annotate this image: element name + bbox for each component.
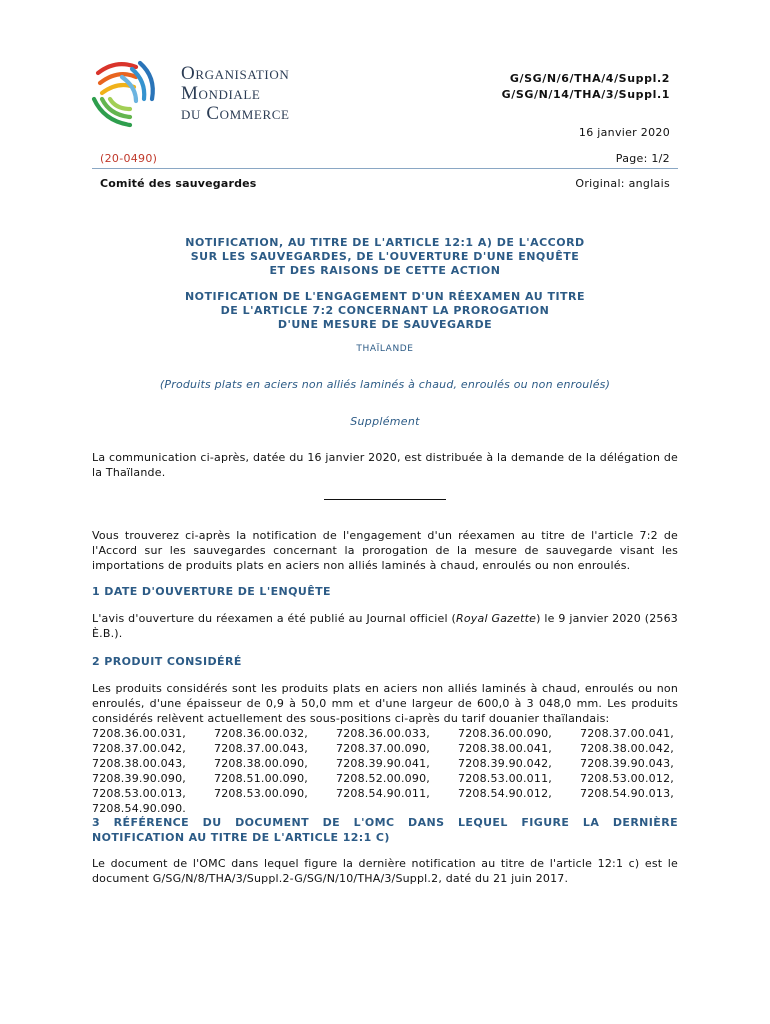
tariff-code: 7208.54.90.090. xyxy=(92,802,186,815)
tariff-code: 7208.53.00.013, xyxy=(92,787,186,800)
page-number: Page: 1/2 xyxy=(615,152,670,165)
tariff-code: 7208.38.00.090, xyxy=(214,757,308,770)
tariff-code: 7208.53.00.012, xyxy=(580,772,674,785)
original-language: Original: anglais xyxy=(575,177,670,190)
tariff-code: 7208.37.00.043, xyxy=(214,742,308,755)
title-line: ET DES RAISONS DE CETTE ACTION xyxy=(269,264,501,277)
section-2-paragraph xyxy=(92,681,678,816)
tariff-code: 7208.54.90.013, xyxy=(580,787,674,800)
tariff-code xyxy=(580,801,678,816)
tariff-code xyxy=(336,801,458,816)
tariff-code: 7208.36.00.090, xyxy=(458,727,552,740)
document-reference: (20-0490) xyxy=(100,152,158,165)
tariff-code: 7208.37.00.042, xyxy=(92,742,186,755)
section-3-paragraph: Le document de l'OMC dans lequel figure la dernière notification au titre de l'article 12:1 c) est le document G/SG/N/8/THA/3/Suppl.2-G/SG/N/10/THA/3/Suppl.2, daté du 21 juin 2017. xyxy=(92,857,678,885)
title-line: SUR LES SAUVEGARDES, DE L'OUVERTURE D'UNE ENQUÊTE xyxy=(190,250,580,263)
committee-name: Comité des sauvegardes xyxy=(100,177,257,190)
section-heading-3-line-2: NOTIFICATION AU TITRE DE L'ARTICLE 12:1 C) xyxy=(92,831,390,844)
title-notification-12-1 xyxy=(100,236,670,278)
tariff-code: 7208.39.90.042, xyxy=(458,757,552,770)
tariff-code: 7208.52.00.090, xyxy=(336,772,430,785)
tariff-code: 7208.37.00.041, xyxy=(580,727,674,740)
member-country: THAÏLANDE xyxy=(356,344,414,354)
separator-line xyxy=(324,499,446,500)
title-notification-7-2 xyxy=(100,290,670,332)
supplement-label: Supplément xyxy=(350,415,420,428)
section-1-paragraph xyxy=(92,611,678,641)
tariff-code: 7208.54.90.012, xyxy=(458,787,552,800)
title-line: DE L'ARTICLE 7:2 CONCERNANT LA PROROGATION xyxy=(220,304,550,317)
tariff-code-row xyxy=(92,741,678,756)
title-line: NOTIFICATION DE L'ENGAGEMENT D'UN RÉEXAMEN AU TITRE xyxy=(184,290,586,303)
org-line-2: Mondiale xyxy=(181,83,261,104)
tariff-code xyxy=(458,801,580,816)
royal-gazette-text: Royal Gazette xyxy=(456,612,537,625)
tariff-code: 7208.38.00.041, xyxy=(458,742,552,755)
tariff-code: 7208.36.00.031, xyxy=(92,727,186,740)
section-heading-3-line-1: 3 RÉFÉRENCE DU DOCUMENT DE L'OMC DANS LEQUEL FIGURE LA DERNIÈRE xyxy=(92,816,678,829)
tariff-code: 7208.53.00.011, xyxy=(458,772,552,785)
section-heading-1: 1 DATE D'OUVERTURE DE L'ENQUÊTE xyxy=(92,585,331,598)
org-line-1: Organisation xyxy=(181,63,290,84)
section-heading-2: 2 PRODUIT CONSIDÉRÉ xyxy=(92,655,242,668)
header-divider xyxy=(92,168,678,169)
tariff-code-row xyxy=(92,801,678,816)
organisation-name xyxy=(181,64,290,124)
tariff-code: 7208.54.90.011, xyxy=(336,787,430,800)
tariff-code: 7208.39.90.043, xyxy=(580,757,674,770)
tariff-code: 7208.39.90.090, xyxy=(92,772,186,785)
section-1-text-a: L'avis d'ouverture du réexamen a été publié au Journal officiel ( xyxy=(92,612,457,625)
tariff-code-row xyxy=(92,756,678,771)
title-line: NOTIFICATION, AU TITRE DE L'ARTICLE 12:1 A) DE L'ACCORD xyxy=(185,236,585,249)
tariff-code-row xyxy=(92,726,678,741)
tariff-code: 7208.36.00.033, xyxy=(336,727,430,740)
document-date: 16 janvier 2020 xyxy=(578,126,670,139)
tariff-code: 7208.38.00.043, xyxy=(92,757,186,770)
tariff-code: 7208.51.00.090, xyxy=(214,772,308,785)
notification-paragraph: Vous trouverez ci-après la notification de l'engagement d'un réexamen au titre de l'article 7:2 de l'Accord sur les sauvegardes concernant la prorogation de la mesure de sauvegarde visant les importations de produits plats en aciers non alliés laminés à chaud, enroulés ou non enroulés. xyxy=(92,529,678,572)
tariff-code: 7208.37.00.090, xyxy=(336,742,430,755)
tariff-code-row xyxy=(92,771,678,786)
tariff-code: 7208.36.00.032, xyxy=(214,727,308,740)
products-subtitle: (Produits plats en aciers non alliés laminés à chaud, enroulés ou non enroulés) xyxy=(159,378,611,391)
tariff-code xyxy=(214,801,336,816)
document-symbol-2: G/SG/N/14/THA/3/Suppl.1 xyxy=(501,88,670,101)
tariff-code: 7208.39.90.041, xyxy=(336,757,430,770)
document-symbol-1: G/SG/N/6/THA/4/Suppl.2 xyxy=(509,72,670,85)
wto-logo-icon xyxy=(90,55,172,135)
org-line-3: du Commerce xyxy=(181,103,290,124)
tariff-code-row xyxy=(92,786,678,801)
section-1-text-b: ) le 9 janvier 2020 (2563 È.B.). xyxy=(92,612,678,640)
tariff-codes-table xyxy=(92,726,678,816)
intro-paragraph: La communication ci-après, datée du 16 janvier 2020, est distribuée à la demande de la délégation de la Thaïlande. xyxy=(92,451,678,479)
tariff-code: 7208.38.00.042, xyxy=(580,742,674,755)
tariff-codes xyxy=(92,726,678,816)
section-heading-3 xyxy=(92,815,678,845)
document-symbols xyxy=(502,71,670,103)
product-description: Les produits considérés sont les produits plats en aciers non alliés laminés à chaud, enroulés ou non enroulés, d'une épaisseur de 0,9 à 50,0 mm et d'une largeur de 600,0 à 3 048,0 mm. Les produits considérés relèvent actuellement des sous-positions ci-après du tarif douanier thaïlandais: xyxy=(92,682,678,725)
tariff-code: 7208.53.00.090, xyxy=(214,787,308,800)
title-line: D'UNE MESURE DE SAUVEGARDE xyxy=(277,318,493,331)
